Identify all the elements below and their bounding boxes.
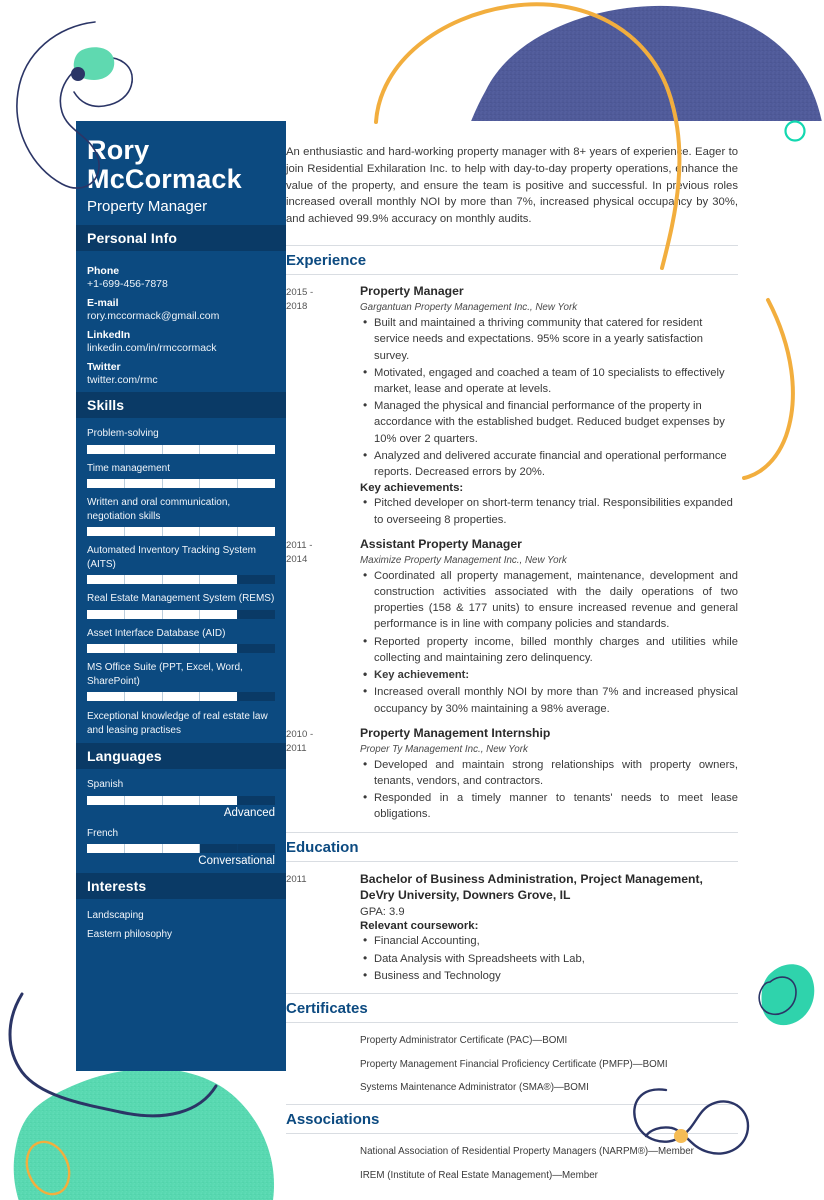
language-rating: Conversational [198, 855, 275, 868]
language-label: French [87, 827, 119, 839]
skill-item-text: Exceptional knowledge of real estate law and leasing practises [87, 711, 268, 736]
experience-role: Property Management Internship [360, 725, 551, 740]
skill-label: Real Estate Management System (REMS) [87, 593, 275, 605]
contact-phone-label: Phone [87, 265, 120, 278]
experience-bullet: • Increased overall monthly NOI by more than 7% and increased physical occupancy by 30% maintaining a 98% average. [374, 684, 738, 716]
section-title-experience: Experience [286, 246, 738, 275]
date-line: 2018 [286, 301, 308, 313]
association-text: National Association of Residential Property Managers (NARPM®)—Member [360, 1146, 694, 1158]
education-degree: Bachelor of Business Administration, Project Management, DeVry University, Downers Grove, IL [360, 871, 703, 903]
experience-bullet: • Built and maintained a thriving community that catered for resident service needs and expectations. 95% score in a yearly satisfaction survey. [374, 315, 738, 364]
section-heading-skills: Skills [76, 392, 286, 418]
experience-bullet: • Analyzed and delivered accurate financial and operational performance reports. Decreased errors by 20%. [374, 448, 738, 480]
certificate-text: Property Management Financial Proficiency Certificate (PMFP)—BOMI [360, 1058, 668, 1070]
date-line: 2014 [286, 553, 308, 565]
education-bullet: • Business and Technology [374, 968, 738, 984]
experience-organization: Gargantuan Property Management Inc., New York [360, 302, 578, 314]
teal-circle-outline-right [786, 122, 805, 141]
contact-email-label: E-mail [87, 297, 119, 310]
certificate-text: Systems Maintenance Administrator (SMA®)—BOMI [360, 1082, 589, 1094]
section-heading-languages: Languages [76, 743, 286, 769]
teal-blob-right [761, 964, 814, 1025]
experience-bullet: • Motivated, engaged and coached a team of 10 specialists to effectively market, lease and operate at levels. [374, 365, 738, 397]
language-rating: Advanced [223, 806, 275, 819]
experience-subheading: Key achievements: [360, 482, 464, 495]
orange-dot-bottomright [674, 1129, 688, 1143]
navy-outline-squiggle-topleft-2 [74, 82, 132, 106]
section-heading-personal-info: Personal Info [76, 225, 286, 251]
contact-linkedin-label: LinkedIn [87, 329, 131, 342]
education-subheading: Relevant coursework: [360, 920, 479, 933]
date-line: 2011 [286, 742, 307, 754]
experience-bullet: • Developed and maintain strong relationships with property owners, tenants, vendors, and contractors. [374, 757, 738, 789]
interest-item: Landscaping [87, 910, 144, 922]
education-bullet: • Data Analysis with Spreadsheets with Lab, [374, 951, 738, 967]
skill-label: Written and oral communication, negotiation skills [87, 497, 231, 522]
navy-peanut-outline-bottomright [634, 1089, 748, 1153]
section-heading-interests: Interests [76, 873, 286, 899]
date-line: 2010 - [286, 728, 314, 740]
association-text: IREM (Institute of Real Estate Management)—Member [360, 1169, 598, 1181]
contact-twitter-value[interactable]: twitter.com/rmc [87, 374, 158, 387]
experience-organization: Proper Ty Management Inc., New York [360, 743, 528, 755]
experience-bullet: • Reported property income, billed monthly charges and utilities while collecting and maintaining zero delinquency. [374, 634, 738, 666]
section-title-education: Education [286, 833, 738, 862]
education-bullet: • Financial Accounting, [374, 933, 738, 949]
navy-outline-squiggle-topleft [17, 22, 132, 188]
date-line: 2015 - [286, 287, 314, 299]
date-line: 2011 - [286, 539, 313, 551]
contact-linkedin-value[interactable]: linkedin.com/in/rmccormack [87, 342, 217, 355]
experience-organization: Maximize Property Management Inc., New York [360, 554, 567, 566]
last-name: McCormack [87, 164, 242, 195]
education-gpa: GPA: 3.9 [360, 906, 405, 919]
section-title-associations: Associations [286, 1105, 738, 1134]
candidate-job-title: Property Manager [87, 198, 208, 216]
navy-curve-bottomleft [10, 994, 216, 1116]
experience-bullet: • Responded in a timely manner to tenants' needs to meet lease obligations. [374, 790, 738, 822]
contact-twitter-label: Twitter [87, 361, 121, 374]
section-title-certificates: Certificates [286, 994, 738, 1023]
navy-dot-topleft [71, 67, 85, 81]
experience-role: Assistant Property Manager [360, 536, 522, 551]
education-dates: 2011 [286, 873, 307, 885]
experience-bullet: • Pitched developer on short-term tenancy trial. Responsibilities expanded to overseeing 8 properties. [374, 495, 738, 527]
skill-label: Problem-solving [87, 428, 159, 440]
language-label: Spanish [87, 779, 124, 791]
contact-phone-value: +1-699-456-7878 [87, 278, 168, 291]
skill-label: Automated Inventory Tracking System (AITS) [87, 545, 256, 570]
certificate-text: Property Administrator Certificate (PAC)—BOMI [360, 1034, 568, 1046]
experience-role: Property Manager [360, 284, 464, 299]
contact-email-value: rory.mccormack@gmail.com [87, 310, 220, 323]
interest-item: Eastern philosophy [87, 929, 173, 941]
navy-peanut-outline-bottomright-2 [646, 1127, 672, 1136]
skill-label: Time management [87, 462, 170, 474]
orange-ellipse-outline-bottomleft [19, 1135, 76, 1200]
skill-label: Asset Interface Database (AID) [87, 627, 226, 639]
experience-key-achievement-bullet: • Key achievement: [374, 667, 738, 683]
professional-summary: An enthusiastic and hard-working property manager with 8+ years of experience. Eager to join Residential Exhilaration Inc. to help with day-to-day property operations, enhance the value of the property, and ensure the team is positive and successful. In previous roles increased overall monthly NOI by more than 7%, increased physical occupancy by 30%, and achieved 99.9% accuracy on monthly audits. [286, 146, 738, 226]
first-name: Rory [87, 135, 150, 165]
experience-bullet: • Managed the physical and financial performance of the property in accordance with the established budget. Reduced budget expenses by 10% over 2 quarters. [374, 398, 738, 447]
orange-arc-top [376, 4, 679, 268]
skill-label: MS Office Suite (PPT, Excel, Word, SharePoint) [87, 662, 243, 687]
orange-arc-right [744, 300, 793, 478]
experience-bullet: • Coordinated all property management, maintenance, development and construction activities associated with the daily operations of two properties (158 & 177 units) to ensure increased revenue and general performance is in line with company policies and standards. [374, 568, 738, 633]
